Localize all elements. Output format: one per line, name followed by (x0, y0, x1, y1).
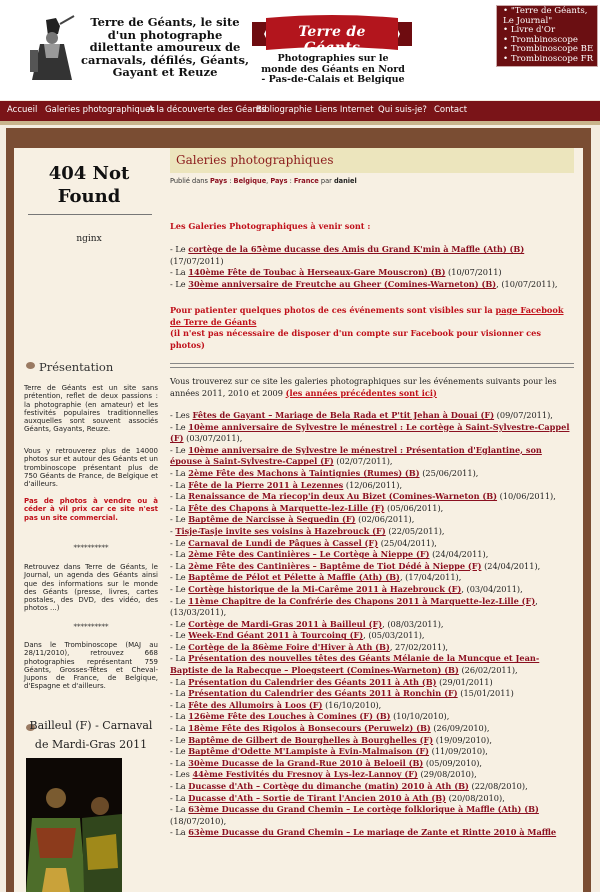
gallery-link[interactable]: 10ème anniversaire de Sylvestre le ménestrel : Le cortège à Saint-Sylvestre-Cappel (F) (170, 421, 570, 444)
divider (170, 363, 574, 368)
gallery-link[interactable]: 11ème Chapitre de la Confrérie des Chapons 2011 à Marquette-lez-Lille (F) (188, 595, 536, 606)
nav-item-bibliographie[interactable]: Bibliographie (256, 105, 312, 115)
gallery-link[interactable]: Renaissance de Ma riecop'in deux Au Bizet (Comines-Warneton (B) (188, 491, 498, 502)
site-subtitle: Photographies sur le monde des Géants en Nord - Pas-de-Calais et Belgique (261, 53, 405, 85)
site-description: Terre de Géants, le site d'un photographe dilettante amoureux de carnavals, défilés, Géants, Gayant et Reuze (81, 15, 249, 79)
site-header (0, 0, 600, 100)
gallery-link[interactable]: 10ème anniversaire de Sylvestre le ménestrel : Présentation d'Eglantine, son épouse à Saint-Sylvestre-Cappel (F) (170, 444, 542, 467)
list-item: - La Fête des Allumoirs à Loos (F) (16/10/2010), (170, 699, 382, 710)
bailleul-heading[interactable]: Bailleul (F) - Carnaval de Mardi-Gras 2011 (29, 719, 153, 751)
gallery-link[interactable]: Baptême d'Odette M'Lampiste à Evin-Malmaison (F) (188, 746, 430, 757)
carnival-photo-image (26, 758, 122, 892)
gallery-link[interactable]: 2ème Fête des Cantinières – Le Cortège à Nieppe (F) (188, 549, 430, 560)
gallery-link[interactable]: Cortège de Mardi-Gras 2011 à Bailleul (F) (188, 618, 383, 629)
list-item: - La Présentation du Calendrier des Géants 2011 à Ath (B) (29/01/2011) (170, 676, 493, 687)
header-link-trombinoscope[interactable]: • Trombinoscope (503, 36, 597, 46)
gallery-link[interactable]: 30ème anniversaire de Freutche au Gheer (Comines-Warneton) (B) (188, 278, 497, 289)
nav-item-decouverte[interactable]: A la découverte des Géants (148, 105, 266, 115)
list-item: - Le 11ème Chapitre de la Confrérie des Chapons 2011 à Marquette-lez-Lille (F), (13/03/2011), (170, 595, 538, 618)
gallery-link[interactable]: Cortège historique de la Mi-Carême 2011 à Hazebrouck (F) (188, 583, 462, 594)
presentation-text: Terre de Géants est un site sans prétention, reflet de deux passions : la photographie (en amateur) et les festivités populaires traditionnelles auxquelles sont souvent associés Géants, Gayants, Reuze. (24, 384, 158, 434)
gallery-link[interactable]: cortège de la 65ème ducasse des Amis du Grand K'min à Maffle (Ath) (B) (188, 244, 525, 254)
gallery-link[interactable]: Présentation du Calendrier des Géants 2011 à Ronchin (F) (188, 688, 458, 699)
list-item: - Le Cortège de la 86ème Foire d'Hiver à Ath (B), 27/02/2011), (170, 641, 449, 652)
gallery-link[interactable]: 18ème Fête des Rigolos à Bonsecours (Peruwelz) (B) (188, 723, 431, 734)
post-meta: Publié dans Pays : Belgique, Pays : France par daniel (170, 177, 357, 185)
separator: ********** (73, 623, 109, 631)
list-item: - Tisje-Tasje invite ses voisins à Hazebrouck (F) (22/05/2011), (170, 525, 445, 536)
list-item: - La Ducasse d'Ath – Cortège du dimanche (matin) 2010 à Ath (B) (22/08/2010), (170, 781, 528, 791)
trombinoscope-text: Dans le Trombinoscope (MAJ au 28/11/2010), retrouvez 668 photographies représentant 759 Géants, Grosses-Têtes et Cheval-Jupons de France, de Belgique, d'Espagne et d'ailleurs. (24, 641, 158, 691)
gallery-link[interactable]: 2ème Fête des Cantinières – Baptême de Tiot Dédé à Nieppe (F) (188, 560, 482, 571)
list-item: - Le Baptême d'Odette M'Lampiste à Evin-Malmaison (F) (11/09/2010), (170, 746, 488, 757)
nav-item-liens[interactable]: Liens Internet (315, 105, 374, 115)
gallery-link[interactable]: Fête des Chapons à Marquette-lez-Lille (F) (188, 502, 385, 513)
list-item: - Le Cortège historique de la Mi-Carême 2011 à Hazebrouck (F), (03/04/2011), (170, 583, 523, 594)
banner-title[interactable]: Terre de Géants (298, 24, 366, 56)
list-item: - La 2ème Fête des Cantinières – Baptême de Tiot Dédé à Nieppe (F) (24/04/2011), (170, 560, 541, 571)
list-item: - Le cortège de la 65ème ducasse des Amis du Grand K'min à Maffle (Ath) (B) (17/07/2011) (170, 244, 525, 266)
list-item: - Le Baptême de Gilbert de Bourghelles à Bourghelles (F) (19/09/2010), (170, 734, 492, 745)
category-belgique-link[interactable]: Belgique (233, 177, 267, 185)
list-item: - Le Cortège de Mardi-Gras 2011 à Bailleul (F), (08/03/2011), (170, 618, 444, 629)
list-item: - Le Week-End Géant 2011 à Tourcoing (F), (05/03/2011), (170, 630, 425, 641)
list-item: - La 2ème Fête des Cantinières – Le Cortège à Nieppe (F) (24/04/2011), (170, 549, 489, 560)
list-item: - La Présentation des nouvelles têtes des Géants Mélanie de la Muncque et Jean-Baptiste de la Rabecque – Ploegsteert (Comines-Warneton) (B) (26/02/2011), (170, 653, 540, 676)
gallery-link[interactable]: Fête de la Pierre 2011 à Lezennes (188, 479, 344, 490)
nav-item-accueil[interactable]: Accueil (7, 105, 38, 115)
main-nav (0, 101, 600, 121)
previous-years-link[interactable]: (les années précédentes sont ici) (285, 387, 437, 398)
separator: ********** (73, 544, 109, 552)
list-item: - Le 30ème anniversaire de Freutche au Gheer (Comines-Warneton) (B), (10/07/2011), (170, 278, 558, 289)
list-item: - La 63ème Ducasse du Grand Chemin – Le mariage de Zante et Rintte 2010 à Maffle (170, 827, 557, 838)
gallery-link[interactable]: Tisje-Tasje invite ses voisins à Hazebrouck (F) (175, 525, 386, 536)
gallery-link[interactable]: Présentation du Calendrier des Géants 2011 à Ath (B) (188, 676, 437, 687)
not-for-sale-text: Pas de photos à vendre ou à céder à vil prix car ce site n'est pas un site commercial. (24, 497, 158, 522)
list-item: - La Fête des Chapons à Marquette-lez-Lille (F) (05/06/2011), (170, 502, 444, 513)
nav-divider (0, 121, 600, 125)
gallery-link[interactable]: Carnaval de Lundi de Pâques à Cassel (F) (188, 537, 379, 548)
gallery-link[interactable]: Ducasse d'Ath – Cortège du dimanche (matin) 2010 à Ath (B) (188, 781, 469, 791)
facebook-note: Pour patienter quelques photos de ces événements sont visibles sur la page Facebook de Terre de Géants (il n'est pas nécessaire de disposer d'un compte sur Facebook pour visionner ces photos) (170, 305, 564, 350)
page-title-bar (170, 148, 574, 173)
list-item: - La 18ème Fête des Rigolos à Bonsecours (Peruwelz) (B) (26/09/2010), (170, 723, 490, 734)
list-item: - Les Fêtes de Gayant – Mariage de Bela Rada et P'tit Jehan à Douai (F) (09/07/2011), (170, 410, 553, 420)
gallery-link[interactable]: Fête des Allumoirs à Loos (F) (188, 699, 323, 710)
header-link-trombinoscope-be[interactable]: • Trombinoscope BE (503, 45, 597, 55)
gallery-link[interactable]: Cortège de la 86ème Foire d'Hiver à Ath (B) (188, 641, 390, 652)
not-found-title: 404 Not Found (48, 163, 130, 207)
list-item: - Le 10ème anniversaire de Sylvestre le ménestrel : Le cortège à Saint-Sylvestre-Cappel (F) (03/07/2011), (170, 421, 570, 444)
gallery-link[interactable]: Baptême de Narcisse à Sequedin (F) (188, 514, 356, 525)
gallery-link[interactable]: 30ème Ducasse de la Grand-Rue 2010 à Beloeil (B) (188, 757, 424, 768)
header-link-trombinoscope-fr[interactable]: • Trombinoscope FR (503, 55, 597, 65)
bullet-icon (26, 362, 35, 369)
list-item: - La 2ème Fête des Machons à Taintignies (Rumes) (B) (25/06/2011), (170, 467, 479, 478)
gallery-link[interactable]: Présentation des nouvelles têtes des Géants Mélanie de la Muncque et Jean-Baptiste de la Rabecque – Ploegsteert (Comines-Warneton) (B) (170, 653, 540, 676)
divider (28, 214, 152, 215)
author-link[interactable]: daniel (333, 177, 357, 185)
nav-item-contact[interactable]: Contact (434, 105, 468, 115)
photos-text: Vous y retrouverez plus de 14000 photos sur et autour des Géants et un trombinoscope présentant plus de 750 Géants de France, de Belgique et d'ailleurs. (24, 447, 158, 489)
gallery-link[interactable]: 140ème Fête de Toubac à Herseaux-Gare Mouscron) (B) (188, 267, 446, 278)
list-item: - La Ducasse d'Ath – Sortie de Tirant l'Ancien 2010 à Ath (B) (20/08/2010), (170, 792, 505, 803)
list-item: - Le Baptême de Pélot et Pélette à Maffle (Ath) (B), (17/04/2011), (170, 572, 462, 583)
list-item: - Le Carnaval de Lundi de Pâques à Cassel (F) (25/04/2011), (170, 537, 437, 548)
list-item: - Les 44ème Festivités du Fresnoy à Lys-lez-Lannoy (F) (29/08/2010), (170, 769, 477, 780)
nav-item-galeries[interactable]: Galeries photographiques (45, 105, 155, 115)
gallery-link[interactable]: Ducasse d'Ath – Sortie de Tirant l'Ancien 2010 à Ath (B) (188, 792, 447, 803)
list-item: - La 30ème Ducasse de la Grand-Rue 2010 à Beloeil (B) (05/09/2010), (170, 757, 483, 768)
header-link-journal[interactable]: • "Terre de Géants, Le Journal" (503, 7, 597, 26)
list-item: - La 63ème Ducasse du Grand Chemin – Le cortège folklorique à Maffle (Ath) (B) (18/07/2010), (170, 804, 539, 826)
header-links-box (496, 5, 598, 67)
list-item: - Le Baptême de Narcisse à Sequedin (F) (02/06/2011), (170, 514, 415, 525)
carnival-photo[interactable] (26, 758, 122, 892)
gallery-link[interactable]: 63ème Ducasse du Grand Chemin – Le cortège folklorique à Maffle (Ath) (B) (188, 804, 539, 815)
gallery-link[interactable]: 44ème Festivités du Fresnoy à Lys-lez-Lannoy (F) (192, 769, 418, 780)
presentation-heading: Présentation (39, 360, 114, 374)
gallery-link[interactable]: Week-End Géant 2011 à Tourcoing (F) (188, 630, 364, 641)
upcoming-list (170, 244, 574, 290)
list-item: - La Présentation du Calendrier des Géants 2011 à Ronchin (F) (15/01/2011) (170, 688, 514, 699)
header-link-livre-dor[interactable]: • Livre d'Or (503, 26, 597, 36)
gallery-link[interactable]: Baptême de Pélot et Pélette à Maffle (Ath) (B) (188, 572, 400, 583)
gallery-link[interactable]: Fêtes de Gayant – Mariage de Bela Rada et P'tit Jehan à Douai (F) (192, 410, 495, 420)
giant-logo-icon[interactable] (22, 14, 80, 82)
nav-item-qui-suis-je[interactable]: Qui suis-je? (378, 105, 427, 115)
list-item: - La 140ème Fête de Toubac à Herseaux-Gare Mouscron) (B) (10/07/2011) (170, 267, 502, 278)
journal-text: Retrouvez dans Terre de Géants, le Journal, un agenda des Géants ainsi que des informations sur le monde des Géants (presse, livres, cartes postales, des DVD, des vidéo, des photos ...) (24, 563, 158, 613)
intro-text: Vous trouverez sur ce site les galeries photographiques sur les événements suivants pour les années 2011, 2010 et 2009 (les années précédentes sont ici) (170, 376, 557, 398)
gallery-list (170, 410, 574, 839)
server-name: nginx (76, 234, 102, 244)
gallery-link[interactable]: Baptême de Gilbert de Bourghelles à Bourghelles (F) (188, 734, 434, 745)
list-item: - La Renaissance de Ma riecop'in deux Au Bizet (Comines-Warneton (B) (10/06/2011), (170, 491, 556, 502)
page-title: Galeries photographiques (176, 153, 334, 167)
upcoming-title: Les Galeries Photographiques à venir sont : (170, 221, 371, 231)
category-pays-link[interactable]: Pays (210, 177, 228, 185)
gallery-link[interactable]: 2ème Fête des Machons à Taintignies (Rumes) (B) (188, 467, 420, 478)
category-pays2-link[interactable]: Pays (270, 177, 288, 185)
facebook-link[interactable]: page Facebook de Terre de Géants (170, 305, 564, 327)
gallery-link[interactable]: 63ème Ducasse du Grand Chemin – Le mariage de Zante et Rintte 2010 à Maffle (188, 827, 557, 838)
list-item: - La Fête de la Pierre 2011 à Lezennes (12/06/2011), (170, 479, 403, 490)
category-france-link[interactable]: France (293, 177, 319, 185)
list-item: - La 126ème Fête des Louches à Comines (F) (B) (10/10/2010), (170, 711, 450, 722)
gallery-link[interactable]: 126ème Fête des Louches à Comines (F) (B) (188, 711, 391, 722)
list-item: - Le 10ème anniversaire de Sylvestre le ménestrel : Présentation d'Eglantine, son épouse à Saint-Sylvestre-Cappel (F) (02/07/2011), (170, 444, 542, 467)
